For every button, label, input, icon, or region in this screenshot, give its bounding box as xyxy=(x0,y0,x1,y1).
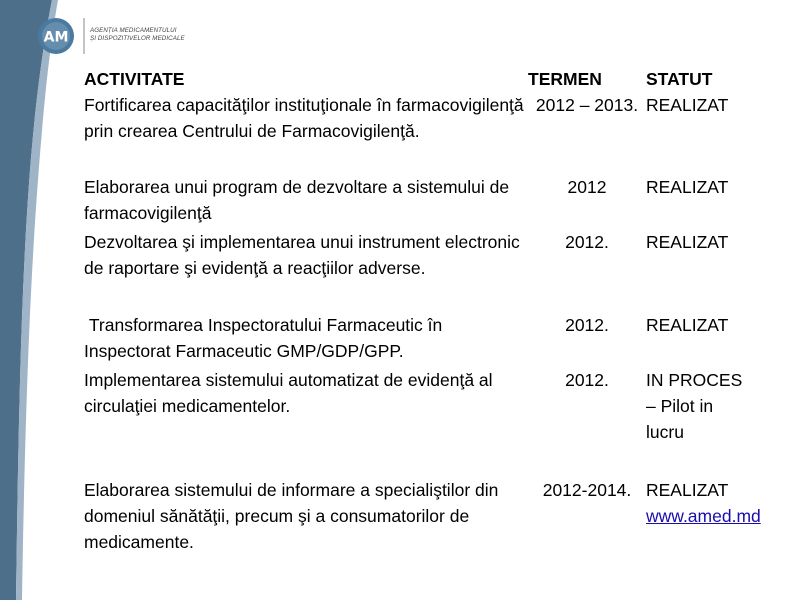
activity-cell: Transformarea Inspectoratului Farmaceutic în Inspectorat Farmaceutic GMP/GDP/GPP. xyxy=(84,315,448,361)
activity-cell: Dezvoltarea şi implementarea unui instrument electronic de raportare şi evidenţă a reacţiilor adverse. xyxy=(84,232,520,278)
table-row xyxy=(84,477,784,557)
column-header-status: STATUT xyxy=(646,69,713,89)
status-cell xyxy=(646,477,784,557)
agency-name-line-2: ȘI DISPOZITIVELOR MEDICALE xyxy=(90,35,185,42)
term-cell: 2012. xyxy=(565,370,609,390)
term-cell: 2012. xyxy=(565,315,609,335)
term-cell: 2012. xyxy=(565,232,609,252)
column-header-activity: ACTIVITATE xyxy=(84,69,185,89)
activity-cell: Fortificarea capacităţilor instituţionale în farmacovigilenţă prin crearea Centrului de Farmacovigilenţă. xyxy=(84,95,524,141)
status-cell: REALIZAT xyxy=(646,95,729,115)
activity-cell: Elaborarea unui program de dezvoltare a sistemului de farmacovigilenţă xyxy=(84,177,510,223)
table-header-row xyxy=(84,66,784,92)
amed-website-link[interactable]: www.amed.md xyxy=(646,506,761,526)
table-row xyxy=(84,174,784,229)
status-cell: REALIZAT xyxy=(646,315,729,335)
agency-name xyxy=(90,27,200,43)
table-row xyxy=(84,312,784,367)
table-row xyxy=(84,229,784,312)
table-row xyxy=(84,92,784,174)
status-text: REALIZAT xyxy=(646,480,729,500)
term-cell: 2012 – 2013. xyxy=(535,95,639,115)
logo-monogram: AM xyxy=(43,29,69,46)
activity-cell: Implementarea sistemului automatizat de evidenţă al circulaţiei medicamentelor. xyxy=(84,370,493,416)
column-header-term: TERMEN xyxy=(528,69,602,89)
table-row xyxy=(84,367,784,477)
activity-cell: Elaborarea sistemului de informare a specialiştilor din domeniul sănătăţii, precum şi a consumatorilor de medicamente. xyxy=(84,480,499,552)
status-cell: REALIZAT xyxy=(646,177,729,197)
activities-table xyxy=(84,66,784,557)
status-cell: REALIZAT xyxy=(646,232,729,252)
decorative-side-band xyxy=(0,0,60,600)
agency-logo-icon xyxy=(34,14,86,58)
status-cell: IN PROCES – Pilot in lucru xyxy=(646,370,743,442)
term-cell: 2012 xyxy=(567,177,607,197)
term-cell: 2012-2014. xyxy=(542,480,632,500)
agency-name-line-1: AGENȚIA MEDICAMENTULUI xyxy=(90,27,177,34)
